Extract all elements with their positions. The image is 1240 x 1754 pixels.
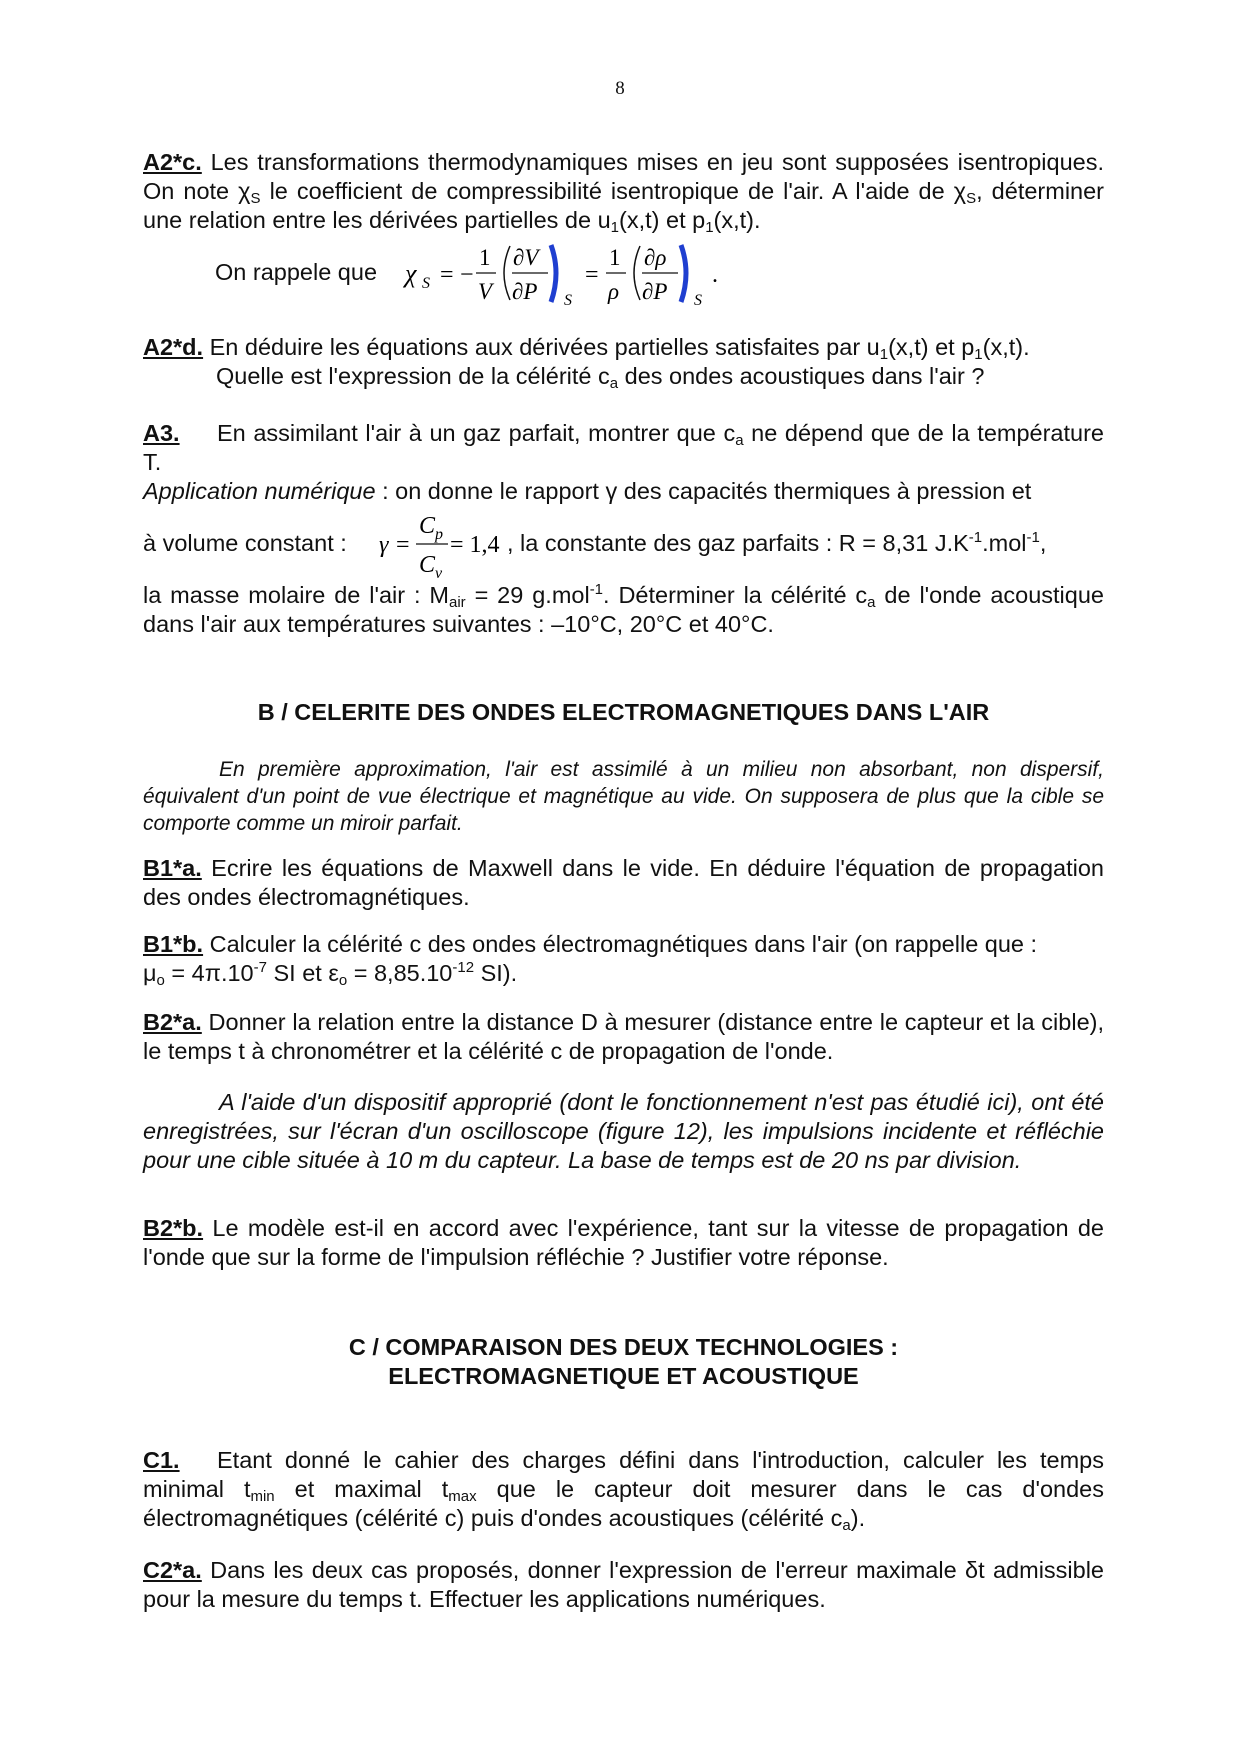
svg-text:S: S — [422, 275, 430, 292]
section-c-title: C / COMPARAISON DES DEUX TECHNOLOGIES : ELECTROMAGNETIQUE ET ACOUSTIQUE — [348, 1334, 899, 1389]
question-c1: C1. Etant donné le cahier des charges défini dans l'introduction, calculer les temps minimal $t_{min}$ et maximal $t_{max}$ que le capteur doit mesurer dans le cas d'ondes électromagnétiques (célérité c) puis d'ondes acoustiques (célérité $c_a$). — [143, 1447, 1104, 1534]
question-label: A2*c. — [143, 149, 202, 175]
svg-text:∂P: ∂P — [512, 279, 538, 304]
svg-text:= 1,4: = 1,4 — [450, 532, 500, 558]
question-label: C2*a. — [143, 1557, 202, 1583]
svg-text:S: S — [564, 292, 572, 309]
question-a2c: A2*c. Les transformations thermodynamiques mises en jeu sont supposées isentropiques. On note $\chi_S$ le coefficient de compressibilité isentropique de l'air. A l'aide de $\chi_S$, déterminer une relation entre les dérivées partielles de $u_1(x,t)$ et $p_1(x,t)$. — [143, 149, 1104, 236]
question-a2d: A2*d. En déduire les équations aux dérivées partielles satisfaites par $u_1(x,t)$ et $p_1(x,t)$. Quelle est l'expression de la célérité $c_a$ des ondes acoustiques dans l'air ? — [143, 334, 1030, 392]
svg-text:C: C — [419, 552, 436, 578]
question-label: B1*a. — [143, 855, 202, 881]
gas-constant-text: , la constante des gaz parfaits : R = 8,31 $J.K^{-1}.mol^{-1}$, — [507, 529, 1047, 556]
gamma-formula — [376, 506, 526, 584]
svg-text:v: v — [435, 565, 443, 582]
svg-text:−: − — [460, 262, 474, 288]
svg-text:1: 1 — [609, 245, 621, 270]
svg-text:=: = — [585, 262, 599, 288]
section-b-note: A l'aide d'un dispositif approprié (dont le fonctionnement n'est pas étudié ici), ont été enregistrées, sur l'écran d'un oscilloscope (figure 12), les impulsions incidente et réfléchie pour une cible située à 10 m du capteur. La base de temps est de 20 ns par division. — [143, 1089, 1104, 1173]
question-label: C1. — [143, 1447, 180, 1473]
question-b1b: B1*b. Calculer la célérité c des ondes électromagnétiques dans l'air (on rappelle que : $\mu_o = 4\pi.10^{-7}$ SI et $\varepsilon_o = 8,85.10^{-12}$ SI). — [143, 931, 1038, 989]
svg-text:C: C — [419, 513, 436, 539]
application-line: Application numérique : on donne le rapport γ des capacités thermiques à pression et — [143, 478, 1032, 504]
svg-text:=: = — [396, 532, 410, 558]
question-a3: A3. En assimilant l'air à un gaz parfait, montrer que $c_a$ ne dépend que de la température T. — [143, 420, 1104, 475]
svg-text:∂V: ∂V — [513, 245, 539, 270]
question-b2b: B2*b. Le modèle est-il en accord avec l'expérience, tant sur la vitesse de propagation de l'onde que sur la forme de l'impulsion réfléchie ? Justifier votre réponse. — [143, 1215, 1104, 1270]
application-label: Application numérique — [143, 478, 376, 504]
question-c2a: C2*a. Dans les deux cas proposés, donner l'expression de l'erreur maximale δt admissible pour la mesure du temps t. Effectuer les applications numériques. — [143, 1557, 1104, 1612]
svg-text:S: S — [694, 292, 702, 309]
page-number: 8 — [615, 78, 625, 99]
question-label: B2*a. — [143, 1009, 202, 1035]
section-b-intro: En première approximation, l'air est assimilé à un milieu non absorbant, non dispersif, équivalent d'un point de vue électrique et magnétique au vide. On supposera de plus que la cible se comporte comme un miroir parfait. — [143, 758, 1104, 835]
gamma-line: à volume constant : — [143, 530, 347, 556]
question-label: B1*b. — [143, 931, 204, 957]
recall-text: On rappele que — [215, 259, 378, 285]
svg-text:.: . — [712, 262, 718, 288]
question-label: A2*d. — [143, 334, 204, 360]
question-b2a: B2*a. Donner la relation entre la distance D à mesurer (distance entre le capteur et la cible), le temps t à chronométrer et la célérité c de propagation de l'onde. — [143, 1009, 1104, 1064]
section-b-title: B / CELERITE DES ONDES ELECTROMAGNETIQUES DANS L'AIR — [257, 699, 990, 725]
svg-text:V: V — [478, 279, 493, 304]
svg-text:γ: γ — [379, 532, 389, 558]
svg-text:=: = — [440, 262, 454, 288]
compressibility-formula — [400, 236, 730, 310]
question-label: B2*b. — [143, 1215, 204, 1241]
svg-text:1: 1 — [479, 245, 491, 270]
svg-text:∂P: ∂P — [642, 279, 668, 304]
question-b1a: B1*a. Ecrire les équations de Maxwell dans le vide. En déduire l'équation de propagation des ondes électromagnétiques. — [143, 855, 1104, 910]
svg-text:∂ρ: ∂ρ — [644, 245, 667, 270]
question-label: A3. — [143, 420, 180, 446]
svg-text:ρ: ρ — [608, 279, 620, 304]
svg-text:p: p — [435, 526, 443, 543]
svg-text:χ: χ — [405, 259, 417, 288]
molar-mass-text: la masse molaire de l'air : $M_{air} = 29$ g.mol$^{-1}$. Déterminer la célérité $c_a$ de l'onde acoustique dans l'air aux températures suivantes : –10°C, 20°C et 40°C. — [143, 581, 1104, 637]
